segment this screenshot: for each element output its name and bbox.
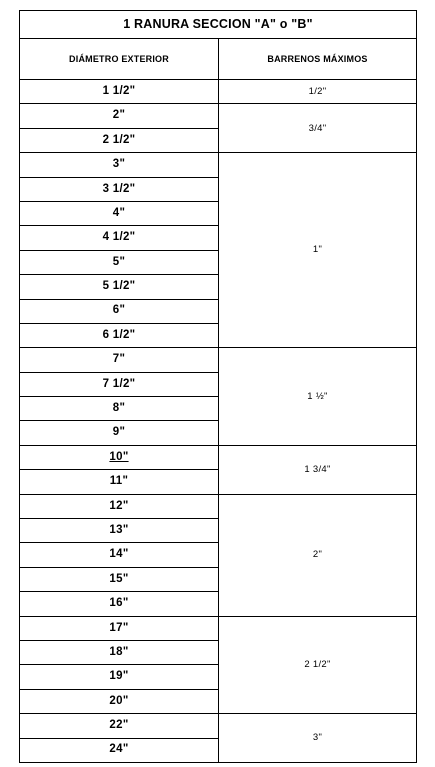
table-row	[20, 153, 417, 177]
diametro-exterior-cell: 2"	[20, 104, 219, 128]
diametro-exterior-cell: 12"	[20, 494, 219, 518]
diametro-exterior-cell: 16"	[20, 592, 219, 616]
barrenos-maximos-cell: 1"	[219, 153, 417, 348]
diametro-exterior-cell: 4"	[20, 201, 219, 225]
table-row	[20, 714, 417, 738]
barrenos-maximos-cell: 2"	[219, 494, 417, 616]
diametro-exterior-cell: 7 1/2"	[20, 372, 219, 396]
table-row	[20, 494, 417, 518]
diametro-exterior-cell: 1 1/2"	[20, 80, 219, 104]
column-header-barrenos-maximos: BARRENOS MÁXIMOS	[219, 39, 417, 80]
diametro-exterior-cell: 3"	[20, 153, 219, 177]
diametro-exterior-cell: 5"	[20, 250, 219, 274]
barrenos-maximos-cell: 1 ½"	[219, 348, 417, 446]
diametro-exterior-cell: 19"	[20, 665, 219, 689]
table-row	[20, 348, 417, 372]
diametro-exterior-cell: 11"	[20, 470, 219, 494]
diametro-exterior-cell: 13"	[20, 519, 219, 543]
table-body	[20, 80, 417, 763]
diametro-exterior-cell: 7"	[20, 348, 219, 372]
diametro-exterior-cell: 14"	[20, 543, 219, 567]
barrenos-maximos-cell: 1/2"	[219, 80, 417, 104]
diametro-exterior-cell: 20"	[20, 689, 219, 713]
diametro-exterior-cell: 4 1/2"	[20, 226, 219, 250]
diametro-exterior-cell: 6 1/2"	[20, 323, 219, 347]
diametro-exterior-cell: 9"	[20, 421, 219, 445]
diametro-exterior-cell: 10"	[20, 445, 219, 469]
barrenos-maximos-cell: 3"	[219, 714, 417, 763]
column-header-diametro-exterior: DIÁMETRO EXTERIOR	[20, 39, 219, 80]
bore-spec-table	[19, 10, 417, 763]
diametro-exterior-cell: 2 1/2"	[20, 128, 219, 152]
diametro-exterior-cell: 15"	[20, 567, 219, 591]
diametro-exterior-cell: 24"	[20, 738, 219, 762]
barrenos-maximos-cell: 2 1/2"	[219, 616, 417, 714]
diametro-exterior-cell: 6"	[20, 299, 219, 323]
table-row	[20, 104, 417, 128]
barrenos-maximos-cell: 3/4"	[219, 104, 417, 153]
diametro-exterior-cell: 8"	[20, 397, 219, 421]
diametro-exterior-cell: 18"	[20, 640, 219, 664]
table-row	[20, 616, 417, 640]
diametro-exterior-cell: 22"	[20, 714, 219, 738]
barrenos-maximos-cell: 1 3/4"	[219, 445, 417, 494]
table-row	[20, 80, 417, 104]
table-row	[20, 445, 417, 469]
table-title: 1 RANURA SECCION "A" o "B"	[20, 11, 417, 39]
diametro-exterior-cell: 3 1/2"	[20, 177, 219, 201]
diametro-exterior-cell: 5 1/2"	[20, 275, 219, 299]
diametro-exterior-cell: 17"	[20, 616, 219, 640]
